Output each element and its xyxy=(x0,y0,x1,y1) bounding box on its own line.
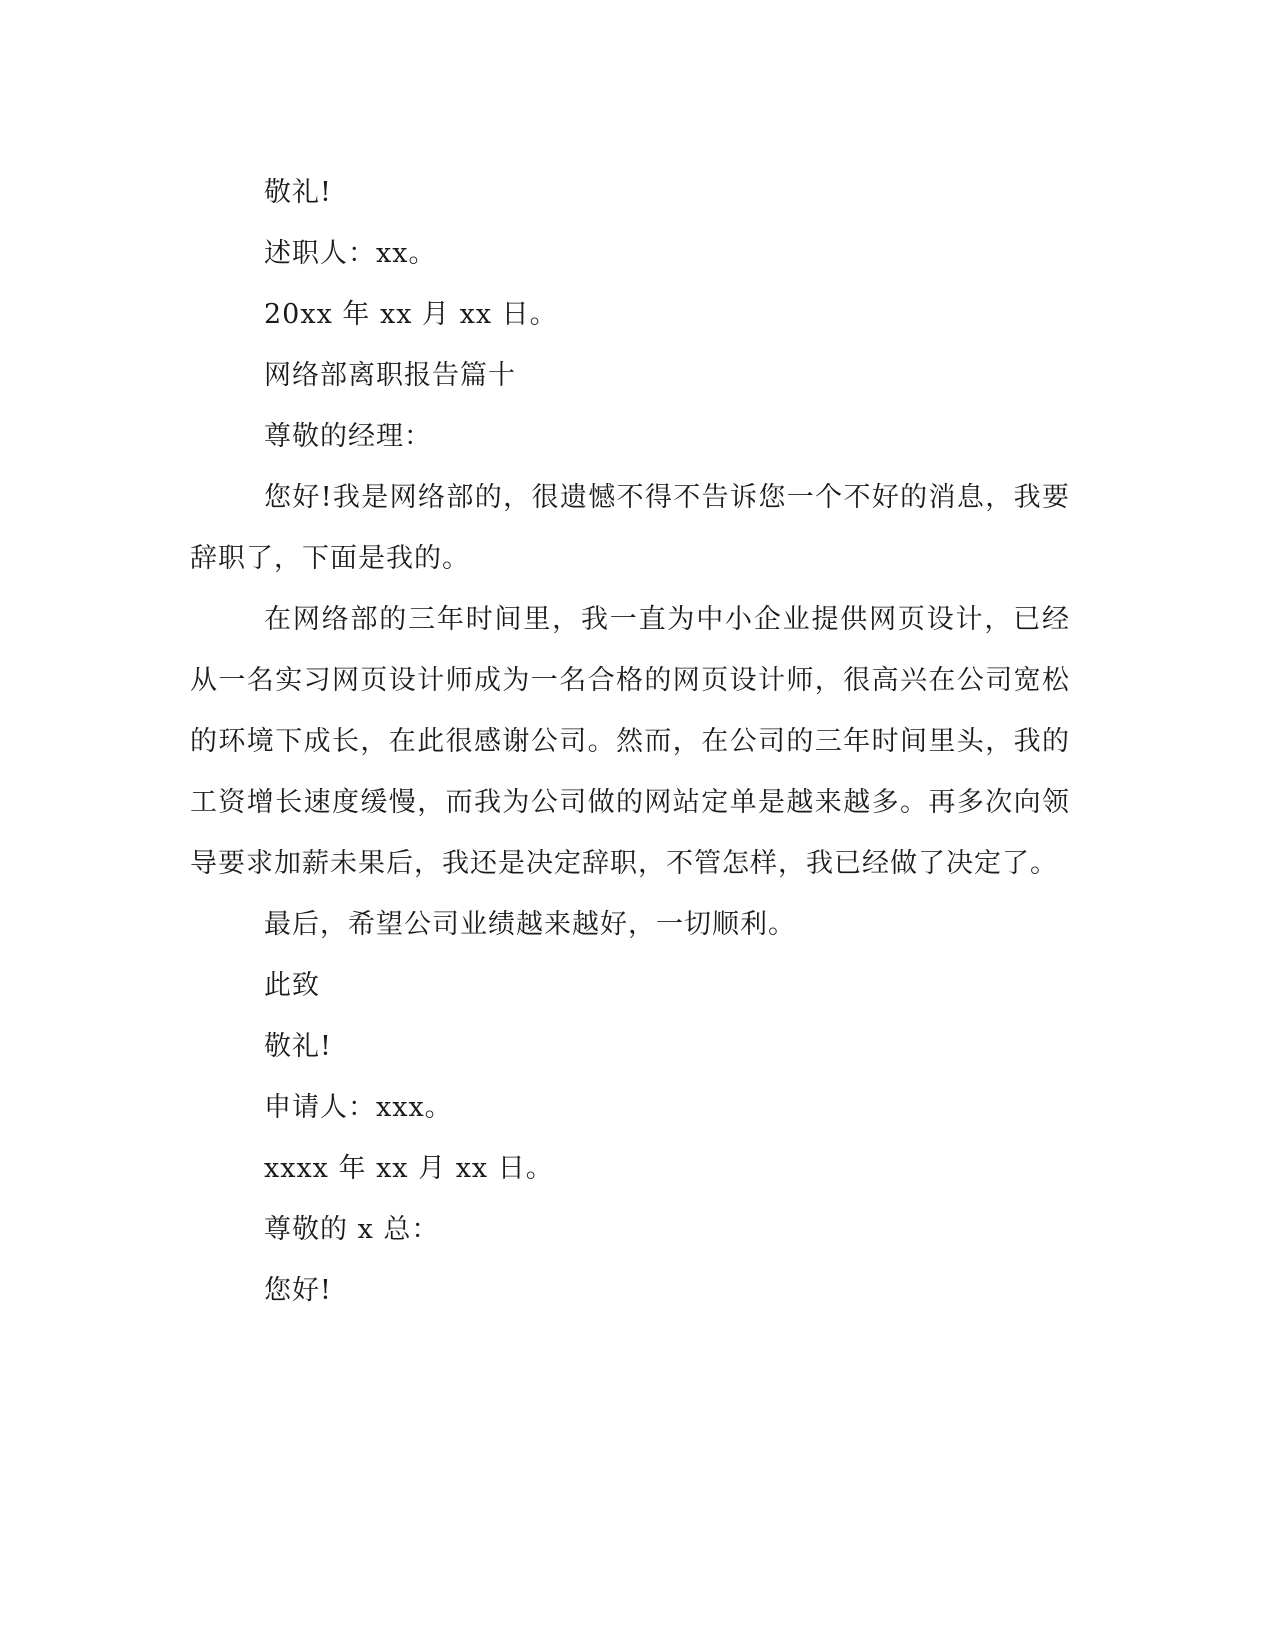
closing-salute: 敬礼! xyxy=(264,1031,332,1062)
body-paragraph: 最后，希望公司业绩越来越好，一切顺利。 xyxy=(264,909,796,940)
closing-phrase: 此致 xyxy=(264,970,320,1001)
salutation: 尊敬的 x 总： xyxy=(264,1214,440,1245)
body-paragraph: 您好!我是网络部的，很遗憾不得不告诉您一个不好的消息，我要辞职了，下面是我的。 xyxy=(190,482,1070,574)
date-line: 20xx 年 xx 月 xx 日。 xyxy=(264,299,558,330)
date-line: xxxx 年 xx 月 xx 日。 xyxy=(264,1153,554,1184)
closing-salute: 敬礼! xyxy=(264,177,332,208)
salutation: 尊敬的经理： xyxy=(264,421,432,452)
body-paragraph: 在网络部的三年时间里，我一直为中小企业提供网页设计，已经从一名实习网页设计师成为一名合格的网页设计师，很高兴在公司宽松的环境下成长，在此很感谢公司。然而，在公司的三年时间里头，我的工资增长速度缓慢，而我为公司做的网站定单是越来越多。再多次向领导要求加薪未果后，我还是决定辞职，不管怎样，我已经做了决定了。 xyxy=(190,604,1070,879)
greeting: 您好! xyxy=(264,1275,332,1306)
signature-reporter: 述职人：xx。 xyxy=(264,238,437,269)
signature-applicant: 申请人：xxx。 xyxy=(264,1092,453,1123)
section-title: 网络部离职报告篇十 xyxy=(264,360,516,391)
document-body xyxy=(190,162,1070,1321)
